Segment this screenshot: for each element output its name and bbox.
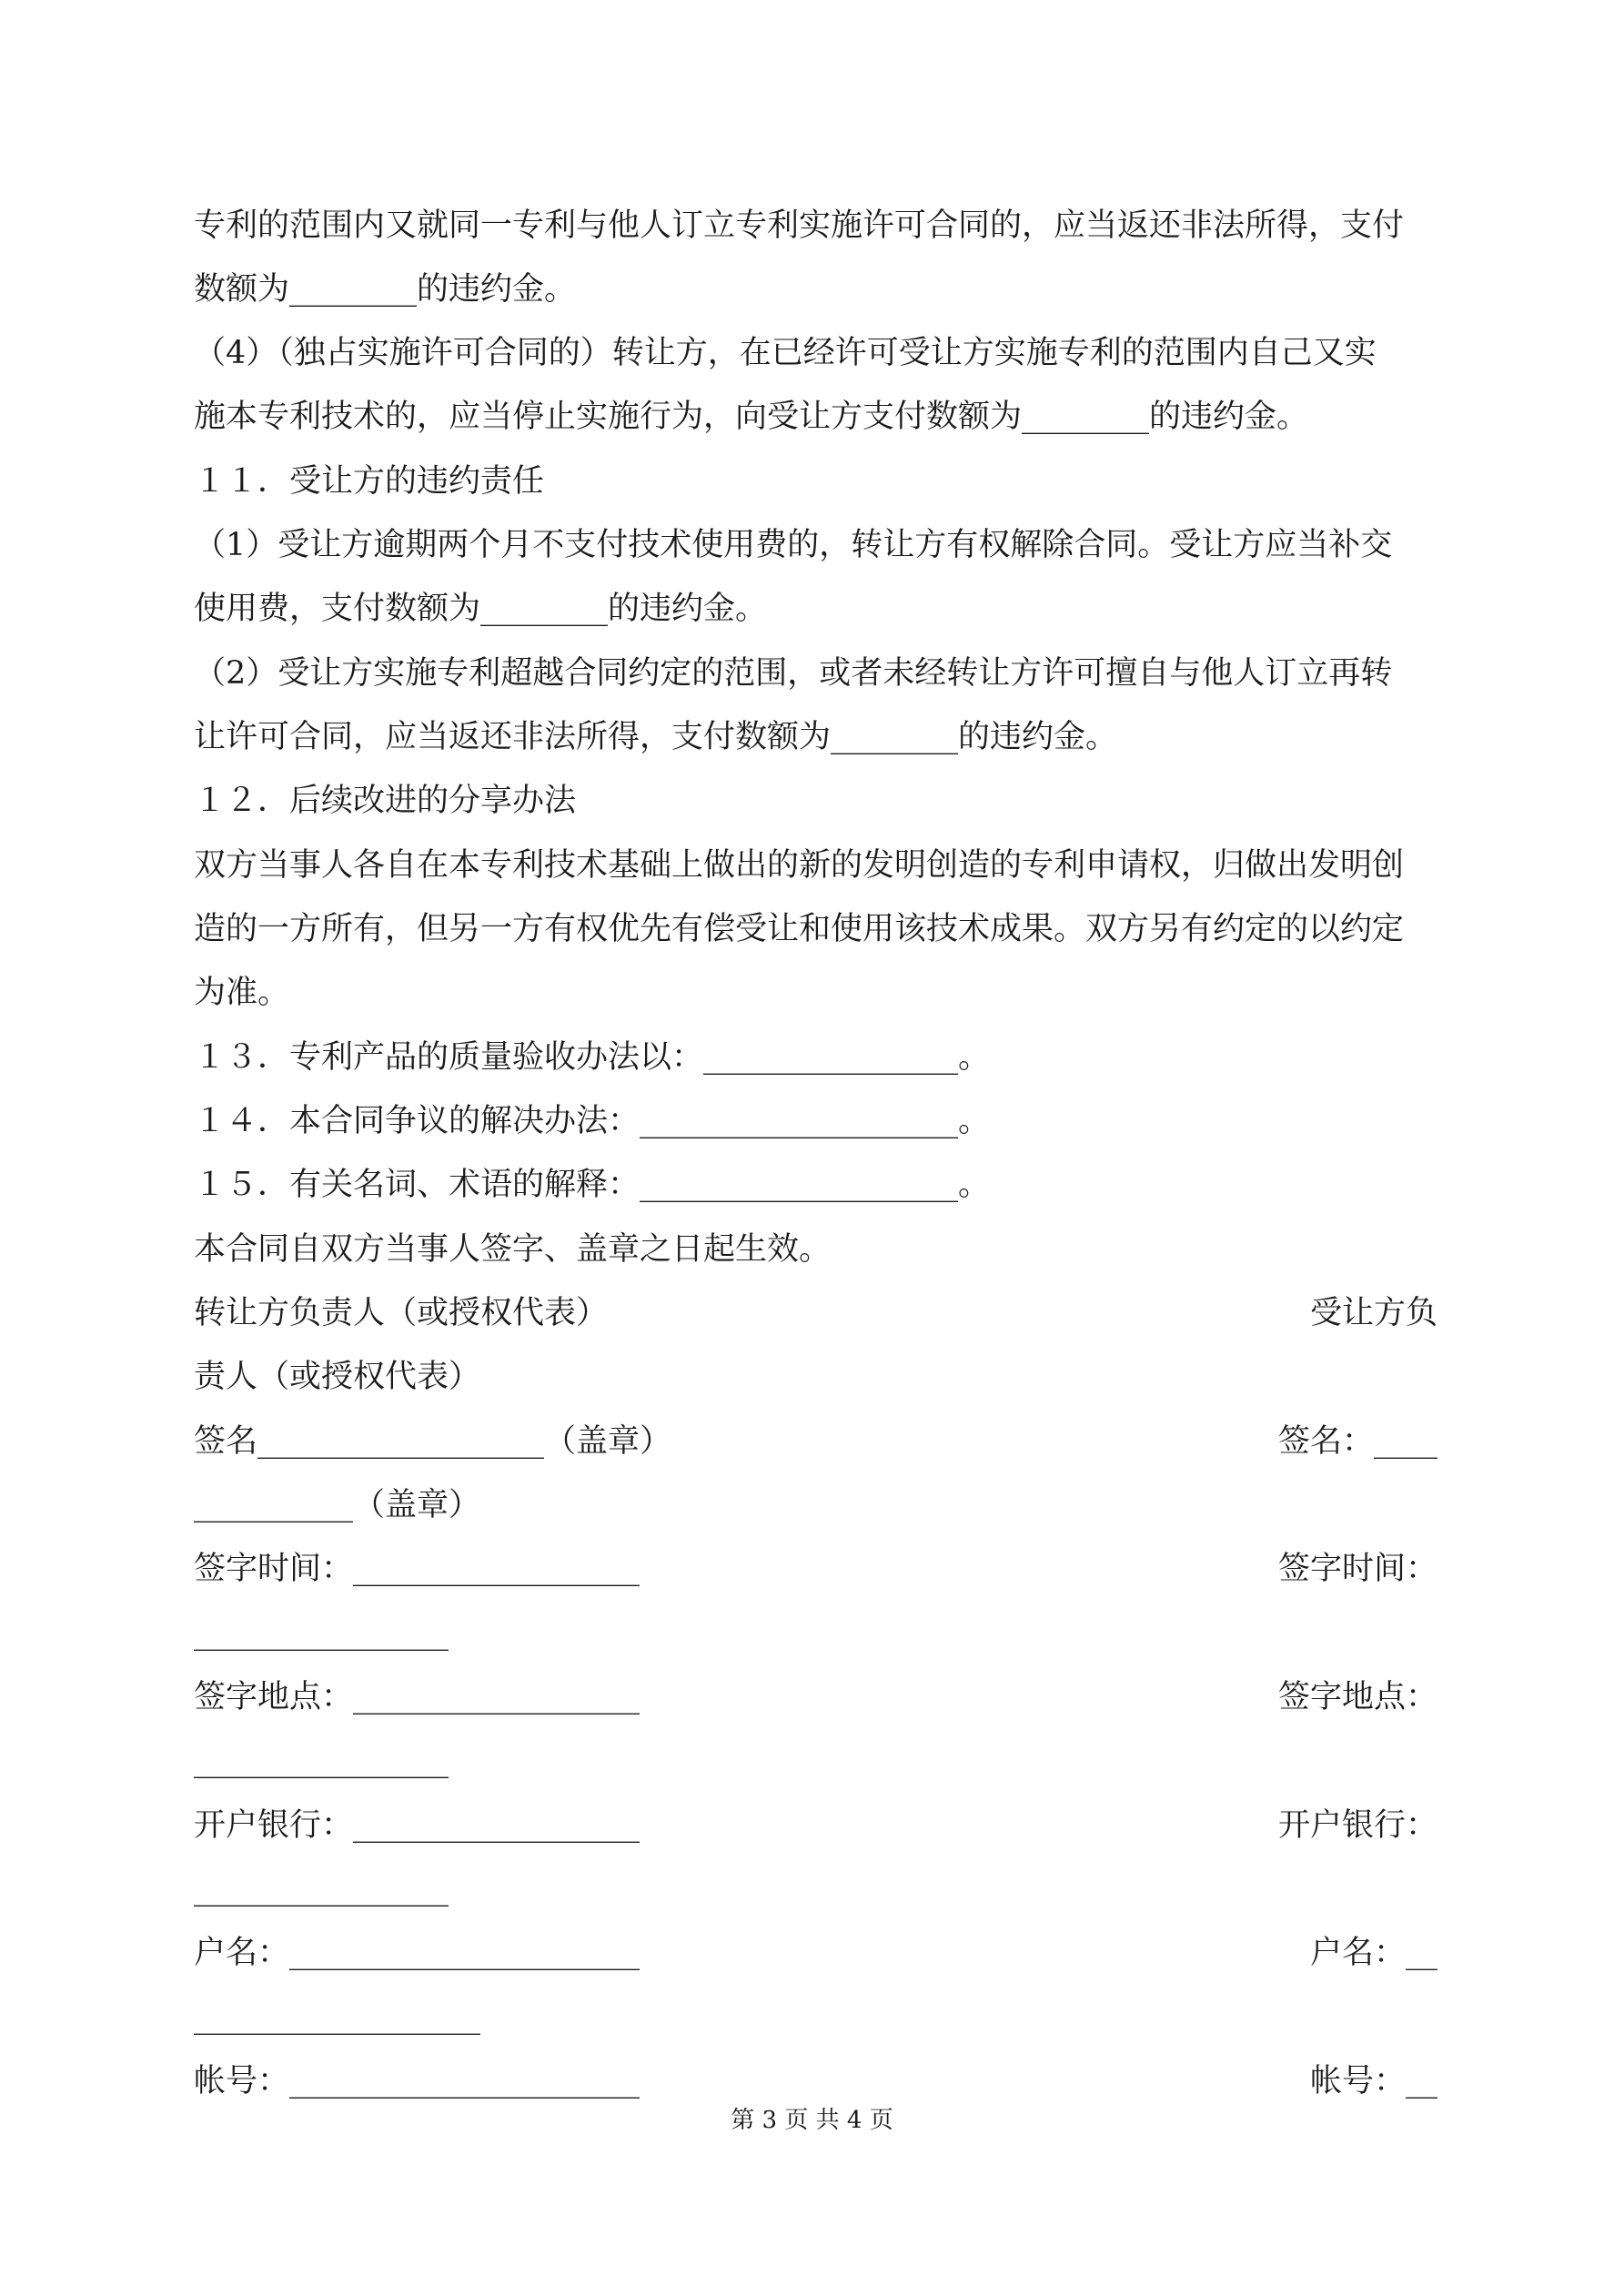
transferee-rep-label-cont: 责人（或授权代表） <box>194 1359 481 1395</box>
body-line: 造的一方所有，但另一方有权优先有偿受让和使用该技术成果。双方另有约定的以约定 <box>194 911 1405 947</box>
transferor-sign-place: 签字地点：__________________ <box>194 1679 641 1715</box>
body-line: （1）受让方逾期两个月不支付技术使用费的，转让方有权解除合同。受让方应当补交 <box>194 527 1393 563</box>
section-heading-12: １２．后续改进的分享办法 <box>194 783 577 819</box>
transferor-account-number: 帐号：______________________ <box>194 2063 641 2099</box>
body-line: 让许可合同，应当返还非法所得，支付数额为________的违约金。 <box>194 719 1118 755</box>
transferor-sign-time: 签字时间：__________________ <box>194 1551 641 1587</box>
body-line: （2）受让方实施专利超越合同约定的范围，或者未经转让方许可擅自与他人订立再转 <box>194 655 1393 692</box>
body-line: 专利的范围内又就同一专利与他人订立专利实施许可合同的，应当返还非法所得，支付 <box>194 207 1405 244</box>
transferee-account-name-cont: __________________ <box>194 1999 480 2036</box>
body-line: 使用费，支付数额为________的违约金。 <box>194 591 768 627</box>
transferee-bank: 开户银行： <box>1277 1807 1437 1844</box>
transferee-sign-time-blank: ________________ <box>194 1615 449 1652</box>
body-line: 数额为________的违约金。 <box>194 271 577 308</box>
transferee-sign-place-blank: ________________ <box>194 1743 449 1779</box>
transferor-rep-label: 转让方负责人（或授权代表） <box>194 1295 609 1331</box>
transferee-bank-blank: ________________ <box>194 1871 449 1907</box>
body-line: （4）（独占实施许可合同的）转让方，在已经许可受让方实施专利的范围内自己又实 <box>194 335 1377 371</box>
transferee-rep-label: 受让方负 <box>1309 1295 1437 1331</box>
transferee-sign-time: 签字时间： <box>1277 1551 1437 1587</box>
section-heading-11: １１．受让方的违约责任 <box>194 463 545 500</box>
section-13: １３．专利产品的质量验收办法以：________________。 <box>194 1039 991 1076</box>
transferee-account-name: 户名：__ <box>1309 1935 1437 1971</box>
body-line: 双方当事人各自在本专利技术基础上做出的新的发明创造的专利申请权，归做出发明创 <box>194 847 1405 884</box>
transferor-account-name: 户名：______________________ <box>194 1935 641 1971</box>
transferee-sign-cont: __________（盖章） <box>194 1487 481 1523</box>
section-15: １５．有关名词、术语的解释：____________________。 <box>194 1167 991 1203</box>
body-line: 施本专利技术的，应当停止实施行为，向受让方支付数额为________的违约金。 <box>194 399 1309 435</box>
transferee-account-number: 帐号：__ <box>1309 2063 1437 2099</box>
effective-clause: 本合同自双方当事人签字、盖章之日起生效。 <box>194 1231 832 1268</box>
transferor-sign-field: 签名__________________（盖章） <box>194 1423 672 1460</box>
section-14: １４．本合同争议的解决办法：____________________。 <box>194 1103 991 1139</box>
page-footer: 第 3 页 共 4 页 <box>731 2107 893 2134</box>
transferor-bank: 开户银行：__________________ <box>194 1807 641 1844</box>
transferee-sign-place: 签字地点： <box>1277 1679 1437 1715</box>
body-line: 为准。 <box>194 975 290 1011</box>
transferee-sign-field: 签名：____ <box>1277 1423 1437 1460</box>
